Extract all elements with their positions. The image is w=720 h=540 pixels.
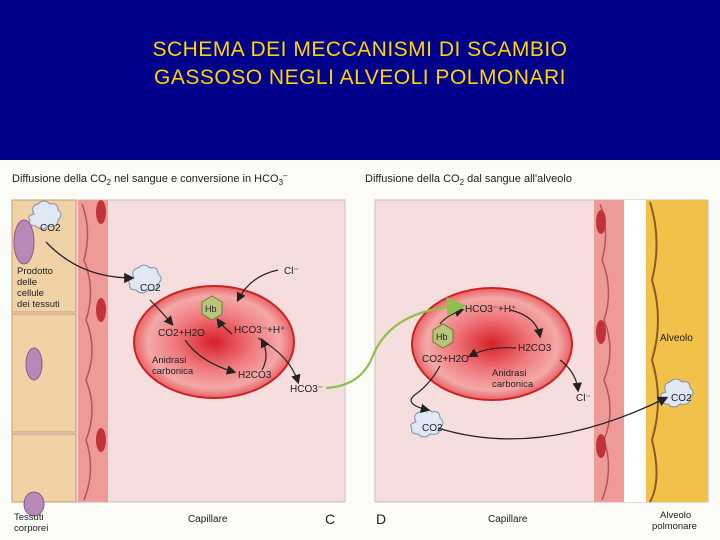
hco3-h-in-right: HCO3⁻+H⁺: [465, 304, 517, 315]
endothelial-nucleus-2: [96, 298, 106, 322]
endothelial-nucleus-1: [96, 200, 106, 224]
title-line-1: SCHEMA DEI MECCANISMI DI SCAMBIO: [152, 38, 568, 61]
co2-bubble-plasma-label: CO2: [140, 283, 161, 294]
tissue-cell-2: [12, 314, 76, 432]
co2-bubble-tissue-label: CO2: [40, 223, 61, 234]
tissue-cell-3: [12, 434, 76, 502]
title-line-2: GASSOSO NEGLI ALVEOLI POLMONARI: [154, 66, 566, 89]
endothelial-nucleus-r2: [596, 320, 606, 344]
tissue-label: Prodotto delle cellule dei tessuti: [17, 266, 60, 310]
cl-label-left: Cl⁻: [284, 266, 299, 277]
reaction-co2-h2o-right: CO2+H2O: [422, 354, 469, 365]
hb-label-right: Hb: [436, 332, 448, 342]
slide-title: [0, 36, 720, 92]
reaction-co2-h2o-left: CO2+H2O: [158, 328, 205, 339]
gas-exchange-diagram: [0, 160, 720, 540]
h2co3-right: H2CO3: [518, 343, 552, 354]
interstitium: [624, 200, 646, 502]
slide-header: [0, 0, 720, 160]
hb-label-left: Hb: [205, 304, 217, 314]
enzyme-label-right: Anidrasi carbonica: [492, 368, 534, 390]
panel-letter-d: D: [376, 511, 387, 527]
label-capillary-right: Capillare: [488, 514, 528, 525]
nucleus-2: [26, 348, 42, 380]
nucleus-1: [14, 220, 34, 264]
h2co3-left: H2CO3: [238, 370, 272, 381]
label-tissues: Tessuti corporei: [14, 512, 49, 534]
left-endothelium: [78, 200, 108, 502]
label-alveolus-bottom: Alveolo polmonare: [652, 510, 697, 532]
diagram-panel: [0, 160, 720, 540]
endothelial-nucleus-r1: [596, 210, 606, 234]
co2-bubble-right-label: CO2: [422, 423, 443, 434]
alveolus-label: Alveolo: [660, 333, 693, 344]
reaction-hco3-h-left: HCO3⁻+H⁺: [234, 325, 286, 336]
label-capillary-left: Capillare: [188, 514, 228, 525]
cl-label-right: Cl⁻: [576, 393, 591, 404]
panel-letter-c: C: [325, 511, 336, 527]
right-panel-heading: Diffusione della $CO_2$ dal sangue all'alveolo: [365, 173, 572, 187]
hco3-out-left: HCO3⁻: [290, 384, 324, 395]
endothelial-nucleus-3: [96, 428, 106, 452]
enzyme-label-left: Anidrasi carbonica: [152, 355, 194, 377]
co2-bubble-alveolus-label: CO2: [671, 393, 692, 404]
right-endothelium: [594, 200, 624, 502]
left-panel-heading: Diffusione della $CO_2$ nel sangue e conversione in $HCO_3^-$: [12, 171, 288, 187]
endothelial-nucleus-r3: [596, 434, 606, 458]
